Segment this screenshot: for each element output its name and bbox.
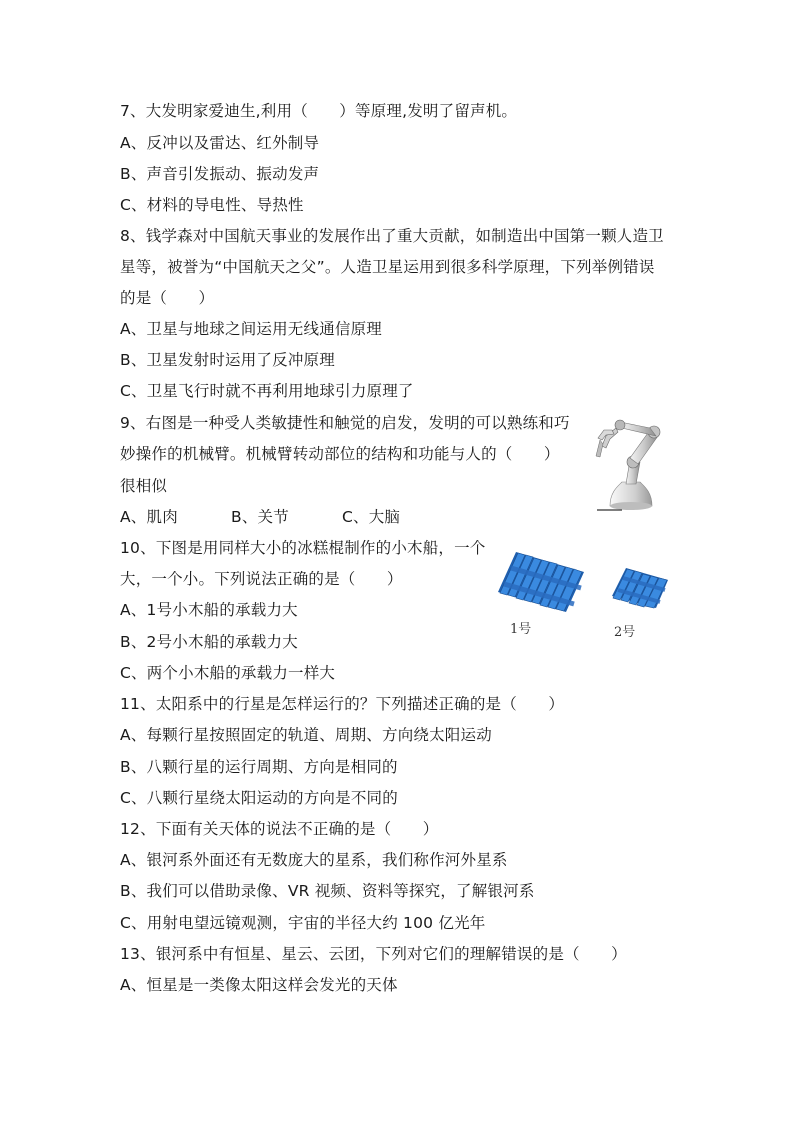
- q9-stem-line-3: 很相似: [120, 477, 168, 495]
- q10-option-c: C、两个小木船的承载力一样大: [120, 664, 336, 682]
- q13-stem: 13、银河系中有恒星、星云、云团，下列对它们的理解错误的是（ ）: [120, 945, 627, 963]
- q8-stem-line-2: 星等，被誉为“中国航天之父”。人造卫星运用到很多科学原理，下列举例错误: [120, 258, 655, 276]
- raft-1-label: 1号: [510, 622, 532, 637]
- popsicle-raft-icon: [492, 546, 677, 616]
- q8-option-a: A、卫星与地球之间运用无线通信原理: [120, 320, 383, 338]
- q11-option-b: B、八颗行星的运行周期、方向是相同的: [120, 758, 398, 776]
- q9-option-a: A、肌肉: [120, 508, 178, 526]
- robot-arm-icon: [592, 406, 670, 514]
- q7-option-b: B、声音引发振动、振动发声: [120, 165, 320, 183]
- q7-stem: 7、大发明家爱迪生,利用（ ）等原理,发明了留声机。: [120, 102, 518, 120]
- q9-option-b: B、关节: [231, 508, 289, 526]
- q11-option-a: A、每颗行星按照固定的轨道、周期、方向绕太阳运动: [120, 726, 492, 744]
- robot-arm-figure: [592, 406, 670, 514]
- q10-option-a: A、1号小木船的承载力大: [120, 601, 298, 619]
- q8-stem-line-1: 8、钱学森对中国航天事业的发展作出了重大贡献，如制造出中国第一颗人造卫: [120, 227, 664, 245]
- raft-figure: [492, 546, 677, 644]
- q9-option-c: C、大脑: [342, 508, 401, 526]
- q11-stem: 11、太阳系中的行星是怎样运行的？下列描述正确的是（ ）: [120, 695, 565, 713]
- q10-stem-line-2: 大，一个小。下列说法正确的是（ ）: [120, 570, 403, 588]
- q9-stem-line-2: 妙操作的机械臂。机械臂转动部位的结构和功能与人的（ ）: [120, 445, 560, 463]
- q9-stem-line-1: 9、右图是一种受人类敏捷性和触觉的启发，发明的可以熟练和巧: [120, 414, 570, 432]
- q11-option-c: C、八颗行星绕太阳运动的方向是不同的: [120, 789, 398, 807]
- q8-stem-line-3: 的是（ ）: [120, 289, 215, 307]
- raft-2-label: 2号: [614, 625, 636, 640]
- q13-option-a: A、恒星是一类像太阳这样会发光的天体: [120, 976, 398, 994]
- q12-option-b: B、我们可以借助录像、VR 视频、资料等探究，了解银河系: [120, 882, 535, 900]
- q7-option-a: A、反冲以及雷达、红外制导: [120, 134, 320, 152]
- q8-option-c: C、卫星飞行时就不再利用地球引力原理了: [120, 382, 414, 400]
- q12-option-a: A、银河系外面还有无数庞大的星系，我们称作河外星系: [120, 851, 508, 869]
- q10-stem-line-1: 10、下图是用同样大小的冰糕棍制作的小木船，一个: [120, 539, 486, 557]
- q7-option-c: C、材料的导电性、导热性: [120, 196, 304, 214]
- q12-stem: 12、下面有关天体的说法不正确的是（ ）: [120, 820, 439, 838]
- q8-option-b: B、卫星发射时运用了反冲原理: [120, 351, 335, 369]
- q10-option-b: B、2号小木船的承载力大: [120, 633, 298, 651]
- q12-option-c: C、用射电望远镜观测，宇宙的半径大约 100 亿光年: [120, 914, 486, 932]
